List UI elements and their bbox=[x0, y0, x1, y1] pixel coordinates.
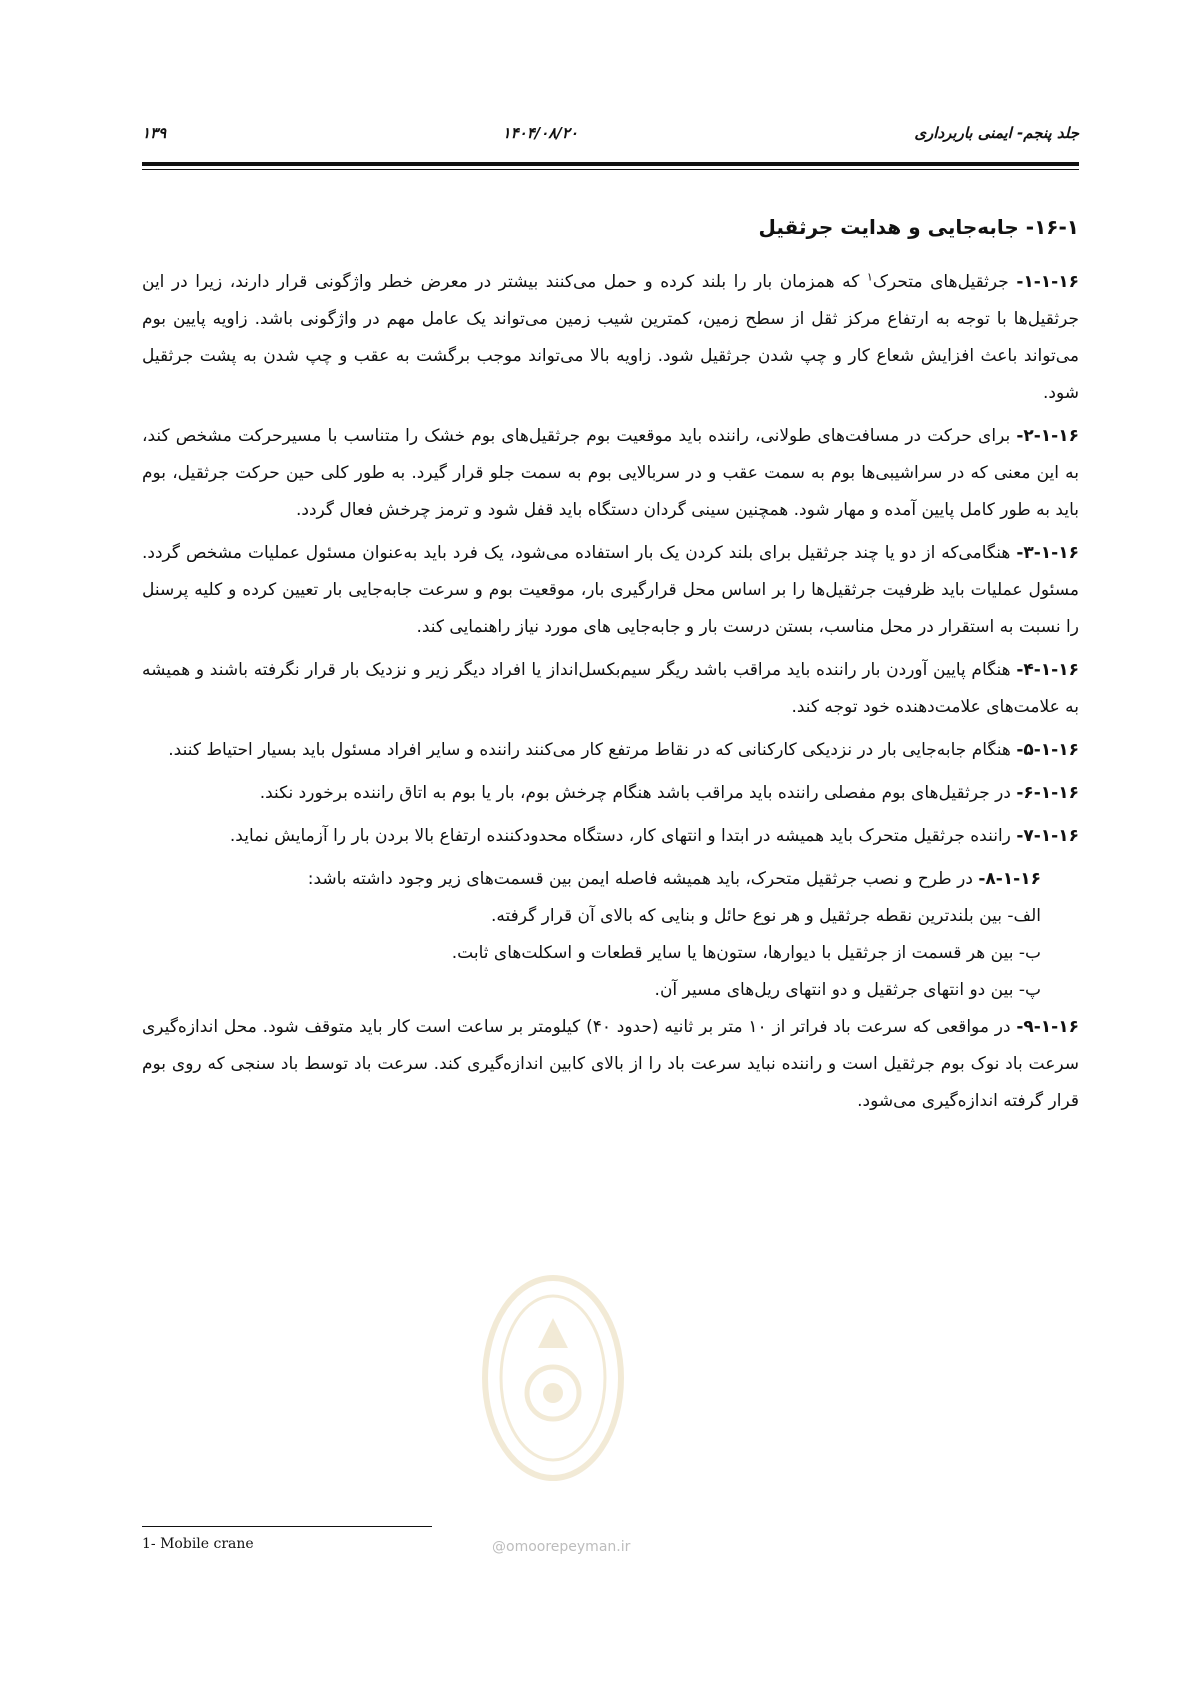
watermark-seal-icon bbox=[478, 1268, 628, 1488]
paragraph-number: ۹-۱-۱۶- bbox=[1016, 1017, 1079, 1037]
paragraph-text: هنگام پایین آوردن بار راننده باید مراقب باشد ریگر سیم‌بکسل‌انداز یا افراد دیگر زیر و نزدیک بار قرار نگرفته باشند و همیشه به علامت‌های علامت‌دهنده خود توجه کند. bbox=[142, 660, 1079, 717]
paragraph-number: ۴-۱-۱۶- bbox=[1016, 660, 1079, 680]
page-body bbox=[142, 212, 1079, 1126]
page-number: ۱۳۹ bbox=[142, 124, 167, 142]
footnote-rule bbox=[142, 1526, 432, 1527]
header-rule-thick bbox=[142, 162, 1079, 166]
list-item-alef: الف- بین بلندترین نقطه جرثقیل و هر نوع حائل و بنایی که بالای آن قرار گرفته. bbox=[491, 906, 1041, 926]
paragraph-8 bbox=[142, 861, 1079, 898]
paragraph-number: ۲-۱-۱۶- bbox=[1016, 426, 1079, 446]
paragraph-number: ۱-۱-۱۶- bbox=[1016, 272, 1079, 292]
paragraph-number: ۷-۱-۱۶- bbox=[1016, 826, 1079, 846]
page-date: ۱۴۰۴/۰۸/۲۰ bbox=[502, 124, 578, 142]
paragraph-text: هنگامی‌که از دو یا چند جرثقیل برای بلند کردن یک بار استفاده می‌شود، یک فرد باید به‌عنوان مسئول عملیات مشخص گردد. مسئول عملیات باید ظرفیت جرثقیل‌ها را بر اساس محل قرارگیری بار، موقعیت بوم و سرعت جابه‌جایی بار تعیین کرده و کلیه پرسنل را نسبت به استقرار در محل مناسب، بستن درست بار و جابه‌جایی های مورد نیاز راهنمایی کند. bbox=[142, 543, 1079, 637]
paragraph-5 bbox=[142, 732, 1079, 769]
list-item-pe: پ- بین دو انتهای جرثقیل و دو انتهای ریل‌های مسیر آن. bbox=[654, 980, 1041, 1000]
paragraph-text: در طرح و نصب جرثقیل متحرک، باید همیشه فاصله ایمن بین قسمت‌های زیر وجود داشته باشد: bbox=[307, 869, 979, 889]
section-heading: ۱۶-۱- جابه‌جایی و هدایت جرثقیل bbox=[758, 215, 1079, 239]
paragraph-1 bbox=[142, 264, 1079, 412]
paragraph-6 bbox=[142, 775, 1079, 812]
book-title: جلد پنجم- ایمنی باربرداری bbox=[914, 124, 1079, 142]
paragraph-3 bbox=[142, 535, 1079, 646]
footnote: 1- Mobile crane bbox=[142, 1536, 254, 1552]
paragraph-text: برای حرکت در مسافت‌های طولانی، راننده باید موقعیت بوم جرثقیل‌های بوم خشک را متناسب با مسیرحرکت مشخص کند، به این معنی که در سراشیبی‌ها بوم به سمت عقب و در سربالایی بوم به سمت جلو قرار گیرد. به طور کلی حین حرکت جرثقیل، بوم باید به طور کامل پایین آمده و مهار شود. همچنین سینی گردان دستگاه باید قفل شود و ترمز چرخش فعال گردد. bbox=[142, 426, 1079, 520]
paragraph-text: در جرثقیل‌های بوم مفصلی راننده باید مراقب باشد هنگام چرخش بوم، بار یا بوم به اتاق راننده برخورد نکند. bbox=[259, 783, 1017, 803]
paragraph-text: جرثقیل‌های متحرک bbox=[872, 272, 1017, 292]
paragraph-7 bbox=[142, 818, 1079, 855]
paragraph-number: ۳-۱-۱۶- bbox=[1016, 543, 1079, 563]
footnote-marker: ۱ bbox=[866, 270, 873, 284]
paragraph-2 bbox=[142, 418, 1079, 529]
watermark-text: @omoorepeyman.ir bbox=[492, 1539, 631, 1555]
paragraph-text: راننده جرثقیل متحرک باید همیشه در ابتدا و انتهای کار، دستگاه محدودکننده ارتفاع بالا بردن بار را آزمایش نماید. bbox=[229, 826, 1017, 846]
paragraph-9 bbox=[142, 1009, 1079, 1120]
paragraph-number: ۵-۱-۱۶- bbox=[1016, 740, 1079, 760]
paragraph-4 bbox=[142, 652, 1079, 726]
list-item-be: ب- بین هر قسمت از جرثقیل با دیوارها، ستون‌ها یا سایر قطعات و اسکلت‌های ثابت. bbox=[451, 943, 1041, 963]
paragraph-text: در مواقعی که سرعت باد فراتر از ۱۰ متر بر ثانیه (حدود ۴۰) کیلومتر بر ساعت است کار باید متوقف شود. محل اندازه‌گیری سرعت باد نوک بوم جرثقیل است و راننده نباید سرعت باد را از بالای کابین اندازه‌گیری کند. سرعت باد توسط باد سنجی که روی بوم قرار گرفته اندازه‌گیری می‌شود. bbox=[142, 1017, 1079, 1111]
header-rule-thin bbox=[142, 169, 1079, 170]
paragraph-text-cont: که همزمان بار را بلند کرده و حمل می‌کنند بیشتر در معرض خطر واژگونی قرار دارند، زیرا در این جرثقیل‌ها با توجه به ارتفاع مرکز ثقل از سطح زمین، کمترین شیب زمین می‌تواند یک عامل مهم در واژگونی باشد. زاویه پایین بوم می‌تواند باعث افزایش شعاع کار و چپ شدن جرثقیل شود. زاویه بالا می‌تواند موجب برگشت به عقب و چپ شدن به پشت جرثقیل شود. bbox=[142, 272, 1079, 403]
paragraph-number: ۶-۱-۱۶- bbox=[1016, 783, 1079, 803]
page-header bbox=[142, 124, 1079, 142]
paragraph-number: ۸-۱-۱۶- bbox=[978, 869, 1041, 889]
paragraph-text: هنگام جابه‌جایی بار در نزدیکی کارکنانی که در نقاط مرتفع کار می‌کنند راننده و سایر افراد مسئول باید بسیار احتیاط کنند. bbox=[168, 740, 1017, 760]
